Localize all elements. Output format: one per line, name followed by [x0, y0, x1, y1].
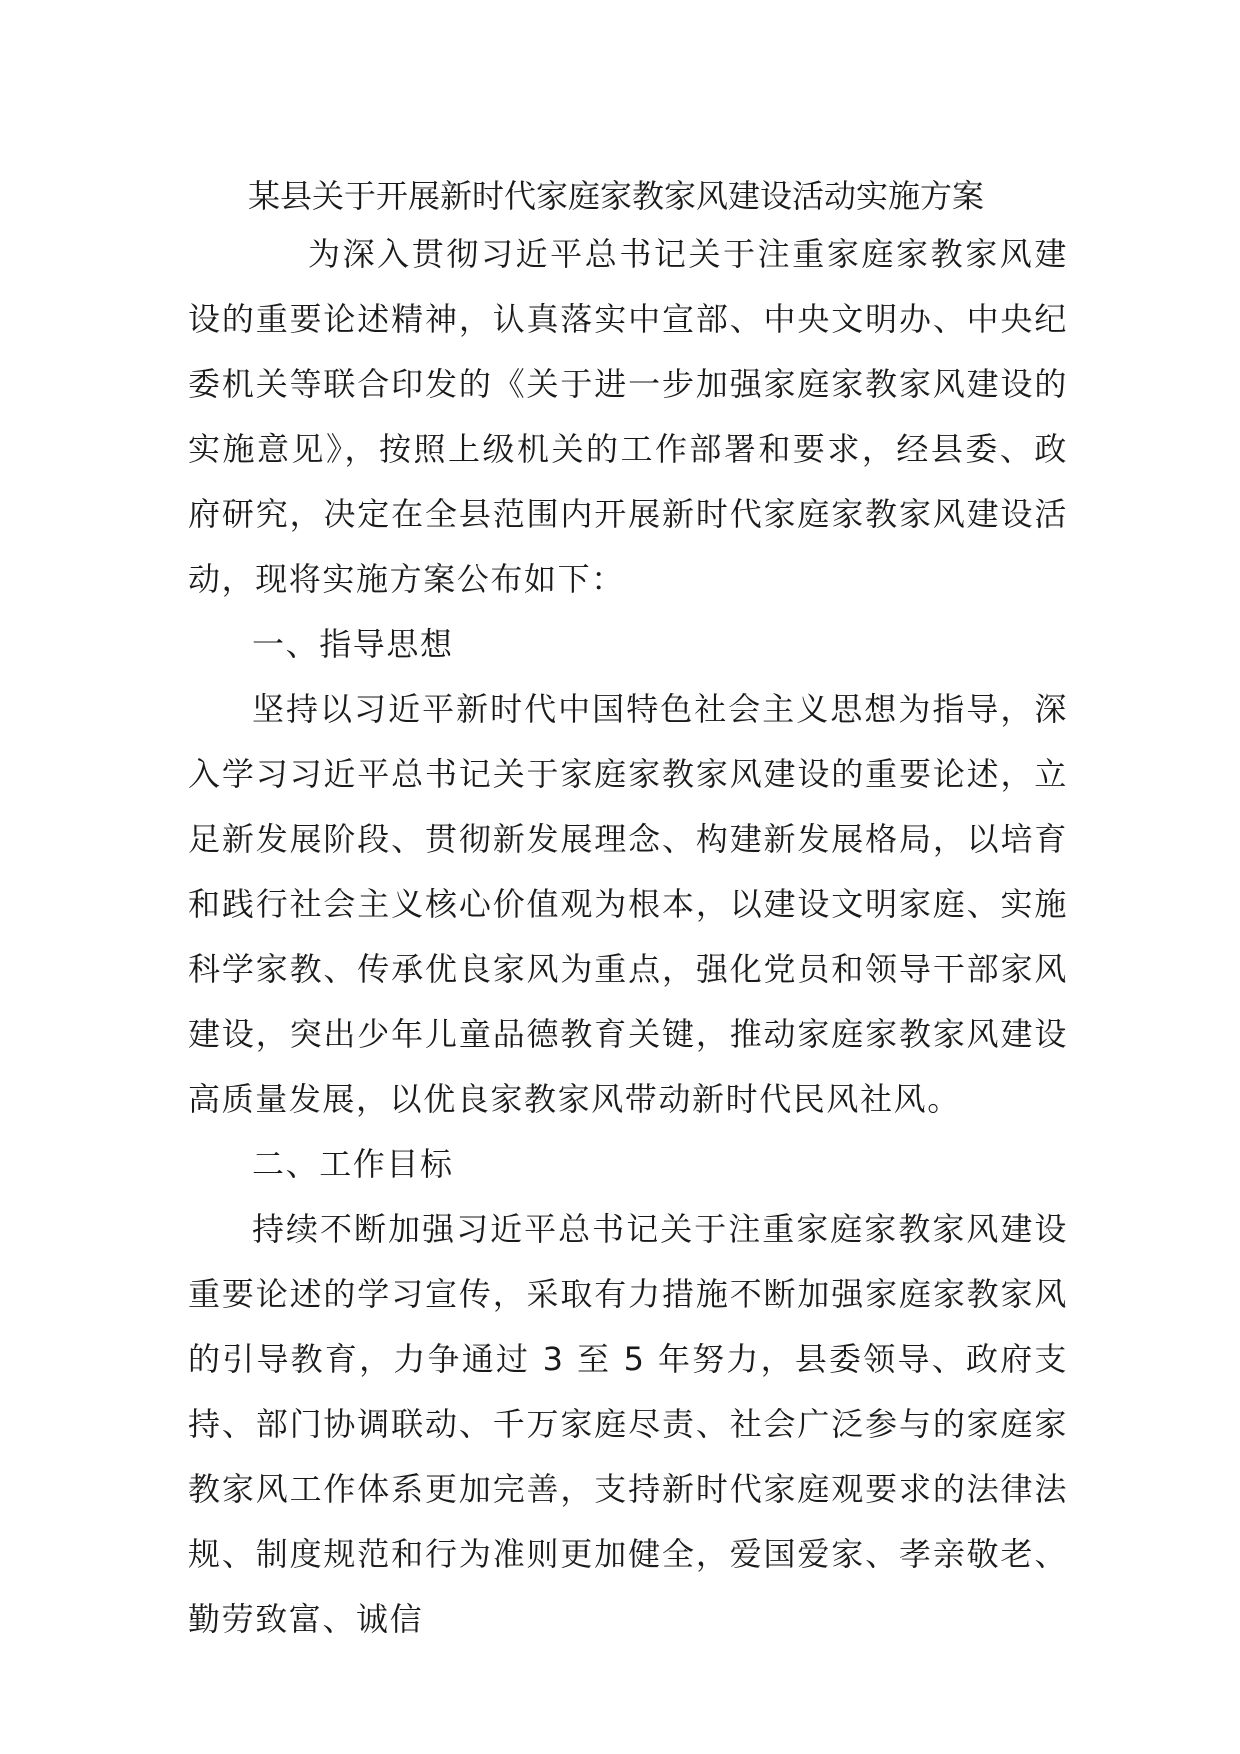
intro-paragraph: 为深入贯彻习近平总书记关于注重家庭家教家风建设的重要论述精神，认真落实中宣部、中央文明办、中央纪委机关等联合印发的《关于进一步加强家庭家教家风建设的实施意见》，按照上级机关的工作部署和要求，经县委、政府研究，决定在全县范围内开展新时代家庭家教家风建设活动，现将实施方案公布如下：: [188, 235, 1068, 598]
section-body-work-goals: 持续不断加强习近平总书记关于注重家庭家教家风建设重要论述的学习宣传，采取有力措施不断加强家庭家教家风的引导教育，力争通过 3 至 5 年努力，县委领导、政府支持、部门协调联动、千万家庭尽责、社会广泛参与的家庭家教家风工作体系更加完善，支持新时代家庭观要求的法律法规、制度规范和行为准则更加健全，爱国爱家、孝亲敬老、勤劳致富、诚信: [188, 1210, 1068, 1638]
section-heading-guiding-ideology: 一、指导思想: [252, 625, 454, 663]
section-heading-work-goals: 二、工作目标: [252, 1145, 454, 1183]
document-content: [188, 170, 1068, 1652]
section-body-guiding-ideology: 坚持以习近平新时代中国特色社会主义思想为指导，深入学习习近平总书记关于家庭家教家风建设的重要论述，立足新发展阶段、贯彻新发展理念、构建新发展格局，以培育和践行社会主义核心价值观为根本，以建设文明家庭、实施科学家教、传承优良家风为重点，强化党员和领导干部家风建设，突出少年儿童品德教育关键，推动家庭家教家风建设高质量发展，以优良家教家风带动新时代民风社风。: [188, 690, 1068, 1118]
document-title: 某县关于开展新时代家庭家教家风建设活动实施方案: [248, 177, 985, 215]
